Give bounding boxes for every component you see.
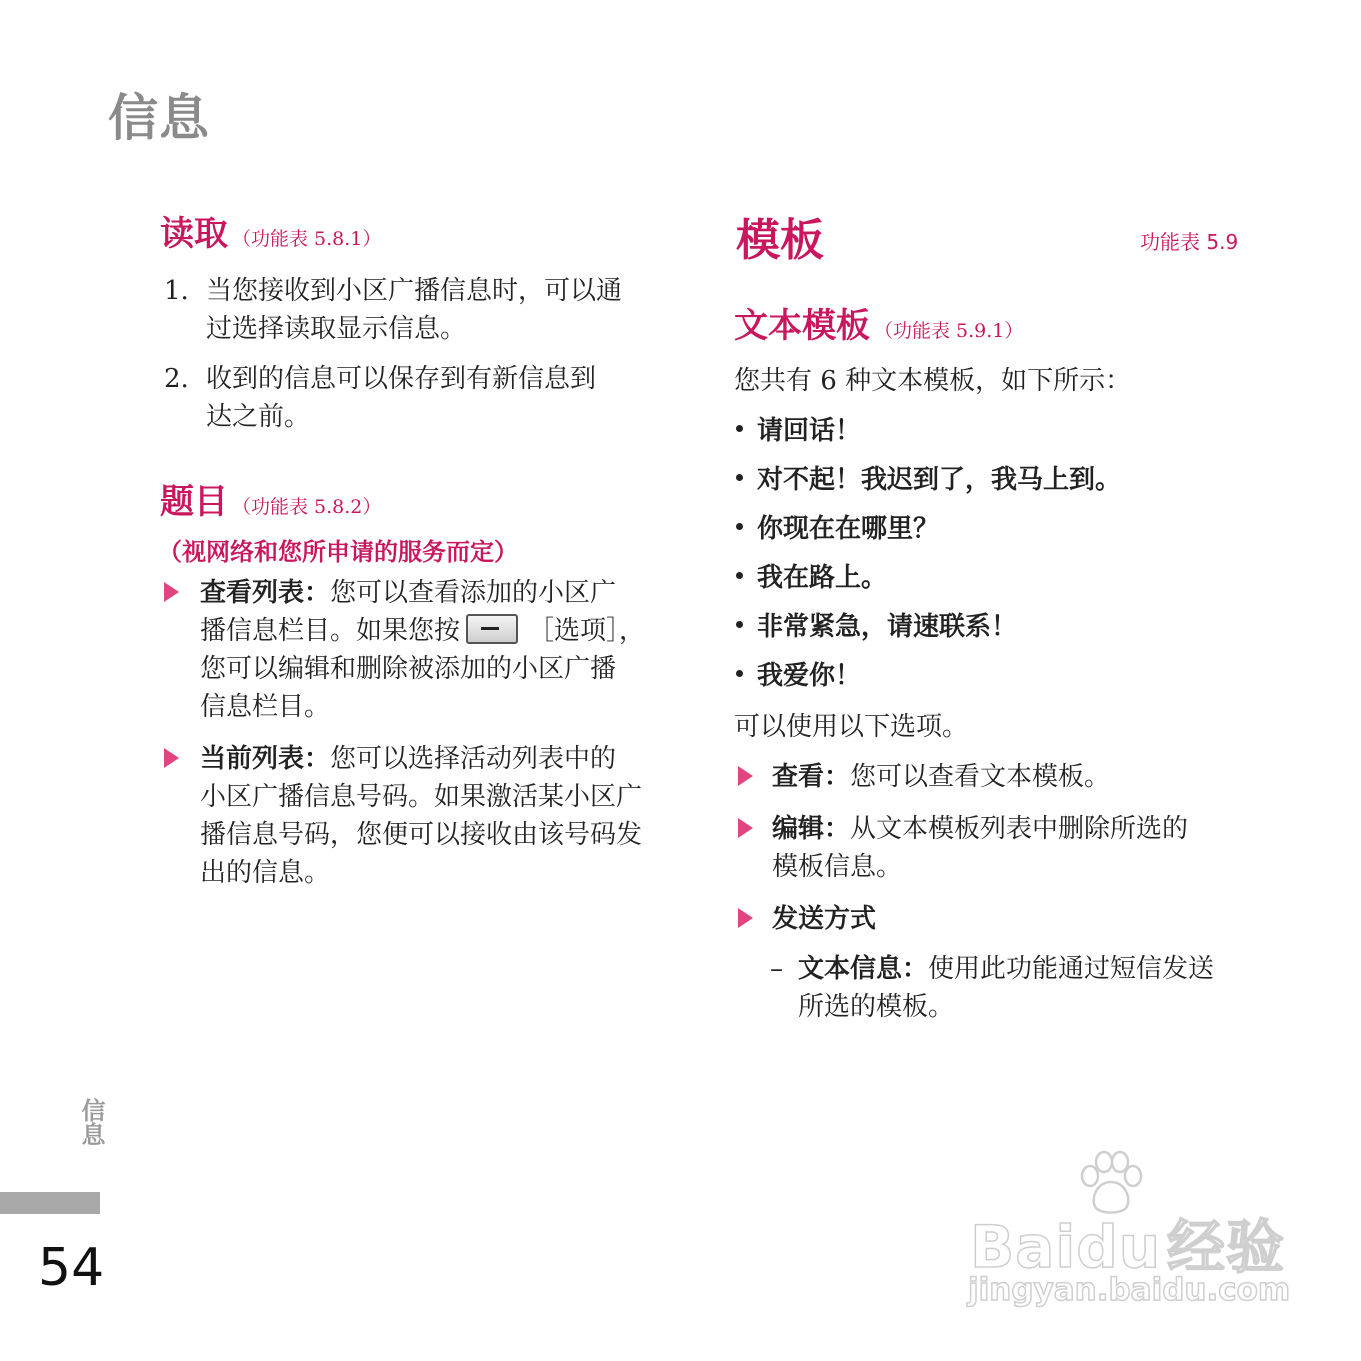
view-list-text: 播信息栏目。如果您按 (200, 616, 461, 646)
bullet-dot-icon (736, 523, 743, 530)
current-list-item (164, 740, 684, 892)
read-item-2 (164, 360, 684, 436)
topic-heading-ref: （功能表 5.8.2） (232, 496, 382, 518)
triangle-bullet-icon (164, 748, 179, 768)
view-list-text: 信息栏目。 (200, 692, 331, 722)
send-text-text: 所选的模板。 (798, 992, 955, 1022)
option-edit (738, 810, 1258, 886)
template-list-text: 非常紧急，请速联系！ (757, 612, 1018, 642)
current-list-text: 出的信息。 (200, 858, 331, 888)
watermark-url: jingyan.baidu.com (968, 1272, 1291, 1308)
text-templates-heading-text: 文本模板 (734, 306, 870, 346)
templates-heading: 模板 (736, 215, 824, 266)
read-heading-ref: （功能表 5.8.1） (232, 228, 382, 250)
text-templates-heading-ref: （功能表 5.9.1） (874, 320, 1024, 342)
template-list-text: 我在路上。 (757, 563, 888, 593)
template-list-text: 我爱你！ (757, 661, 862, 691)
option-view (738, 758, 1258, 796)
view-list-item (164, 574, 684, 726)
option-send-label: 发送方式 (772, 904, 877, 934)
send-text-message (770, 950, 1260, 1026)
read-heading-text: 读取 (160, 214, 228, 254)
view-list-label: 查看列表： (200, 578, 331, 608)
template-list-item (736, 512, 1121, 561)
template-list-item (736, 414, 1121, 463)
send-text-text: 使用此功能通过短信发送 (928, 954, 1215, 984)
read-item-line: 过选择读取显示信息。 (206, 314, 467, 344)
send-text-label: 文本信息： (798, 954, 929, 984)
watermark-brand: Bai (970, 1213, 1077, 1281)
bullet-dot-icon (736, 474, 743, 481)
option-edit-text: 从文本模板列表中删除所选的 (850, 814, 1189, 844)
triangle-bullet-icon (738, 818, 753, 838)
watermark-brand: 经验 (1167, 1213, 1286, 1281)
template-list-text: 请回话！ (757, 416, 862, 446)
baidu-watermark (960, 1150, 1290, 1320)
template-list (736, 414, 1121, 708)
topic-note: （视网络和您所申请的服务而定） (158, 538, 518, 566)
options-label: ［选项］， (528, 616, 646, 646)
option-view-label: 查看： (772, 762, 851, 792)
read-heading (160, 206, 381, 255)
soft-key-icon (466, 614, 518, 644)
template-list-text: 对不起！我迟到了，我马上到。 (757, 465, 1122, 495)
templates-intro: 您共有 6 种文本模板，如下所示： (734, 366, 1132, 396)
current-list-text: 小区广播信息号码。如果激活某小区广 (200, 782, 643, 812)
read-item-number: 2. (164, 364, 189, 394)
current-list-text: 播信息号码，您便可以接收由该号码发 (200, 820, 643, 850)
current-list-text: 您可以选择活动列表中的 (330, 744, 617, 774)
options-intro: 可以使用以下选项。 (734, 712, 969, 742)
bullet-dot-icon (736, 425, 743, 432)
option-edit-label: 编辑： (772, 814, 851, 844)
side-tab-bar (0, 1192, 100, 1214)
read-item-number: 1. (164, 276, 189, 306)
read-item-line: 当您接收到小区广播信息时，可以通 (206, 276, 623, 306)
read-item-1 (164, 272, 684, 348)
template-list-text: 你现在在哪里？ (757, 514, 940, 544)
option-edit-text: 模板信息。 (772, 852, 903, 882)
side-tab-label: 信息 (77, 1098, 105, 1146)
templates-menu-ref: 功能表 5.9 (1140, 230, 1239, 254)
template-list-item (736, 463, 1121, 512)
triangle-bullet-icon (738, 766, 753, 786)
view-list-text: 您可以查看添加的小区广 (330, 578, 617, 608)
bullet-dot-icon (736, 621, 743, 628)
triangle-bullet-icon (164, 582, 179, 602)
text-templates-heading (734, 298, 1023, 347)
view-list-text: 您可以编辑和删除被添加的小区广播 (200, 654, 617, 684)
topic-heading-text: 题目 (160, 482, 228, 522)
dash-marker: – (770, 954, 783, 984)
bullet-dot-icon (736, 670, 743, 677)
template-list-item (736, 659, 1121, 708)
read-item-line: 收到的信息可以保存到有新信息到 (206, 364, 597, 394)
triangle-bullet-icon (738, 908, 753, 928)
template-list-item (736, 610, 1121, 659)
option-view-text: 您可以查看文本模板。 (850, 762, 1111, 792)
bullet-dot-icon (736, 572, 743, 579)
watermark-brand: du (1076, 1213, 1162, 1281)
topic-heading (160, 474, 381, 523)
page-title: 信息 (108, 89, 210, 147)
page-number: 54 (38, 1238, 105, 1298)
read-item-line: 达之前。 (206, 402, 311, 432)
current-list-label: 当前列表： (200, 744, 331, 774)
option-send (738, 900, 1258, 938)
template-list-item (736, 561, 1121, 610)
